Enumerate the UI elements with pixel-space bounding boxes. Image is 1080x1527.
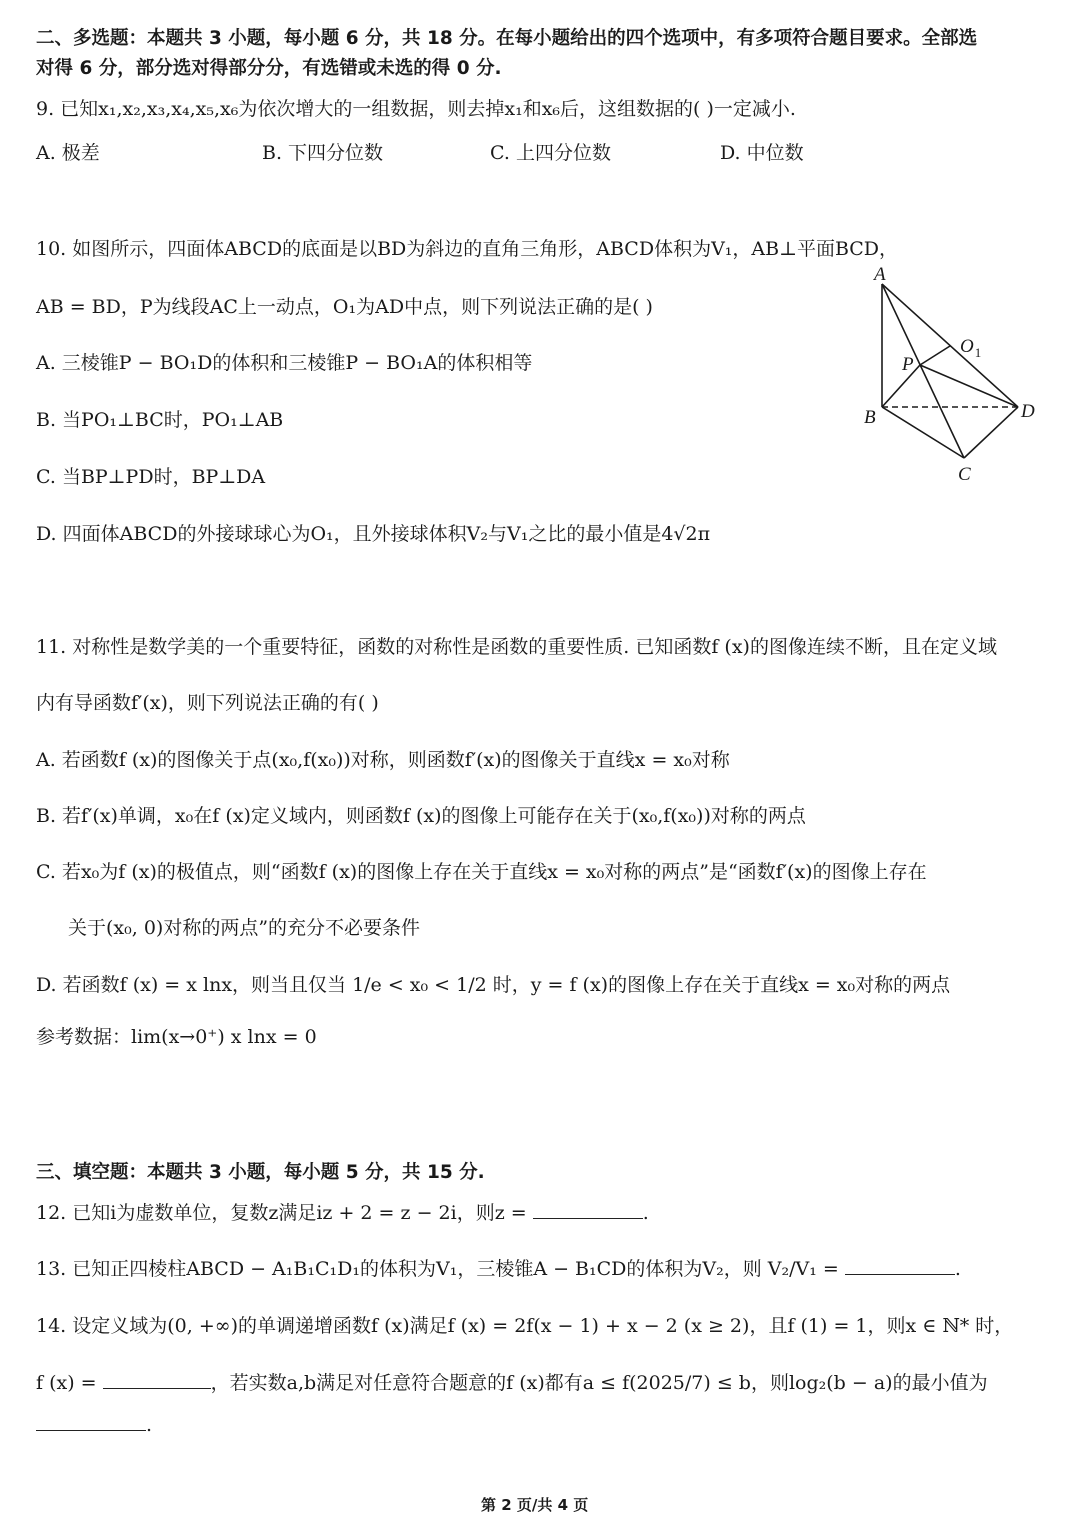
q13-row [36, 1254, 961, 1281]
q14-stem2-b: ，若实数a,b满足对任意符合题意的f (x)都有a ≤ f(2025/7) ≤ b，则log₂(b − a)的最小值为 [210, 1372, 988, 1394]
q10-option-b: B. 当PO₁⊥BC时，PO₁⊥AB [36, 409, 284, 431]
q14-row2 [36, 1368, 988, 1395]
q14-stem2-a: f (x) = [36, 1372, 97, 1394]
q14-answer-blank-1[interactable] [103, 1372, 211, 1389]
segment-pb [882, 365, 920, 407]
label-b: B [864, 407, 876, 428]
edge-cd [964, 407, 1018, 458]
section3-title: 三、填空题：本题共 3 小题，每小题 5 分，共 15 分. [36, 1162, 485, 1183]
q14-answer-blank-2[interactable] [36, 1414, 146, 1431]
section2-title-line2: 对得 6 分，部分选对得部分分，有选错或未选的得 0 分. [36, 58, 502, 79]
q9-stem: 9. 已知x₁,x₂,x₃,x₄,x₅,x₆为依次增大的一组数据，则去掉x₁和x₆后，这组数据的( )一定减小. [36, 98, 796, 120]
tetrahedron-figure [850, 262, 1050, 490]
q11-option-c: C. 若x₀为f (x)的极值点，则“函数f (x)的图像上存在关于直线x = x₀对称的两点”是“函数f′(x)的图像上存在 [36, 861, 927, 883]
q12-answer-blank[interactable] [533, 1202, 643, 1219]
q10-stem-line2: AB = BD，P为线段AC上一动点，O₁为AD中点，则下列说法正确的是( ) [36, 296, 653, 318]
label-c: C [958, 464, 971, 485]
q13-stem: 13. 已知正四棱柱ABCD − A₁B₁C₁D₁的体积为V₁，三棱锥A − B₁CD的体积为V₂，则 V₂/V₁ = [36, 1258, 839, 1280]
segment-po1 [920, 346, 950, 365]
q9-option-a: A. 极差 [36, 142, 100, 164]
q9-option-d: D. 中位数 [720, 142, 804, 164]
q12-row [36, 1198, 649, 1225]
q12-stem: 12. 已知i为虚数单位，复数z满足iz + 2 = z − 2i，则z = [36, 1202, 527, 1224]
q10-stem-line1: 10. 如图所示，四面体ABCD的底面是以BD为斜边的直角三角形，ABCD体积为V₁，AB⊥平面BCD， [36, 238, 899, 260]
label-p: P [902, 354, 914, 375]
q13-answer-blank[interactable] [845, 1258, 955, 1275]
q10-option-d: D. 四面体ABCD的外接球球心为O₁，且外接球体积V₂与V₁之比的最小值是4√2π [36, 523, 711, 545]
q14-end: . [146, 1414, 153, 1436]
edge-ad [882, 284, 1018, 407]
q11-stem-line1: 11. 对称性是数学美的一个重要特征，函数的对称性是函数的重要性质. 已知函数f (x)的图像连续不断，且在定义域 [36, 636, 997, 658]
q14-stem-line1: 14. 设定义域为(0, +∞)的单调递增函数f (x)满足f (x) = 2f(x − 1) + x − 2 (x ≥ 2)，且f (1) = 1，则x ∈ ℕ* 时， [36, 1315, 1014, 1337]
q11-option-d: D. 若函数f (x) = x lnx，则当且仅当 1/e < x₀ < 1/2 时，y = f (x)的图像上存在关于直线x = x₀对称的两点 [36, 974, 951, 996]
q11-stem-line2: 内有导函数f′(x)，则下列说法正确的有( ) [36, 692, 379, 714]
q11-option-a: A. 若函数f (x)的图像关于点(x₀,f(x₀))对称，则函数f′(x)的图像关于直线x = x₀对称 [36, 749, 730, 771]
q11-reference: 参考数据：lim(x→0⁺) x lnx = 0 [36, 1026, 317, 1048]
label-a: A [874, 264, 886, 285]
section2-title-line1: 二、多选题：本题共 3 小题，每小题 6 分，共 18 分。在每小题给出的四个选项中，有多项符合题目要求。全部选 [36, 28, 978, 49]
q10-option-a: A. 三棱锥P − BO₁D的体积和三棱锥P − BO₁A的体积相等 [36, 352, 533, 374]
segment-pd [920, 365, 1018, 407]
q11-option-c-cont: 关于(x₀, 0)对称的两点”的充分不必要条件 [68, 917, 421, 939]
q12-end: . [642, 1202, 649, 1224]
q14-row3 [36, 1414, 152, 1436]
q10-option-c: C. 当BP⊥PD时，BP⊥DA [36, 466, 266, 488]
q9-option-b: B. 下四分位数 [262, 142, 384, 164]
q9-option-c: C. 上四分位数 [490, 142, 611, 164]
q13-end: . [954, 1258, 961, 1280]
label-d: D [1021, 401, 1035, 422]
page-footer: 第 2 页/共 4 页 [481, 1496, 589, 1514]
q11-option-b: B. 若f′(x)单调，x₀在f (x)定义域内，则函数f (x)的图像上可能存在关于(x₀,f(x₀))对称的两点 [36, 805, 806, 827]
label-o1: $O_1$ [960, 336, 982, 360]
